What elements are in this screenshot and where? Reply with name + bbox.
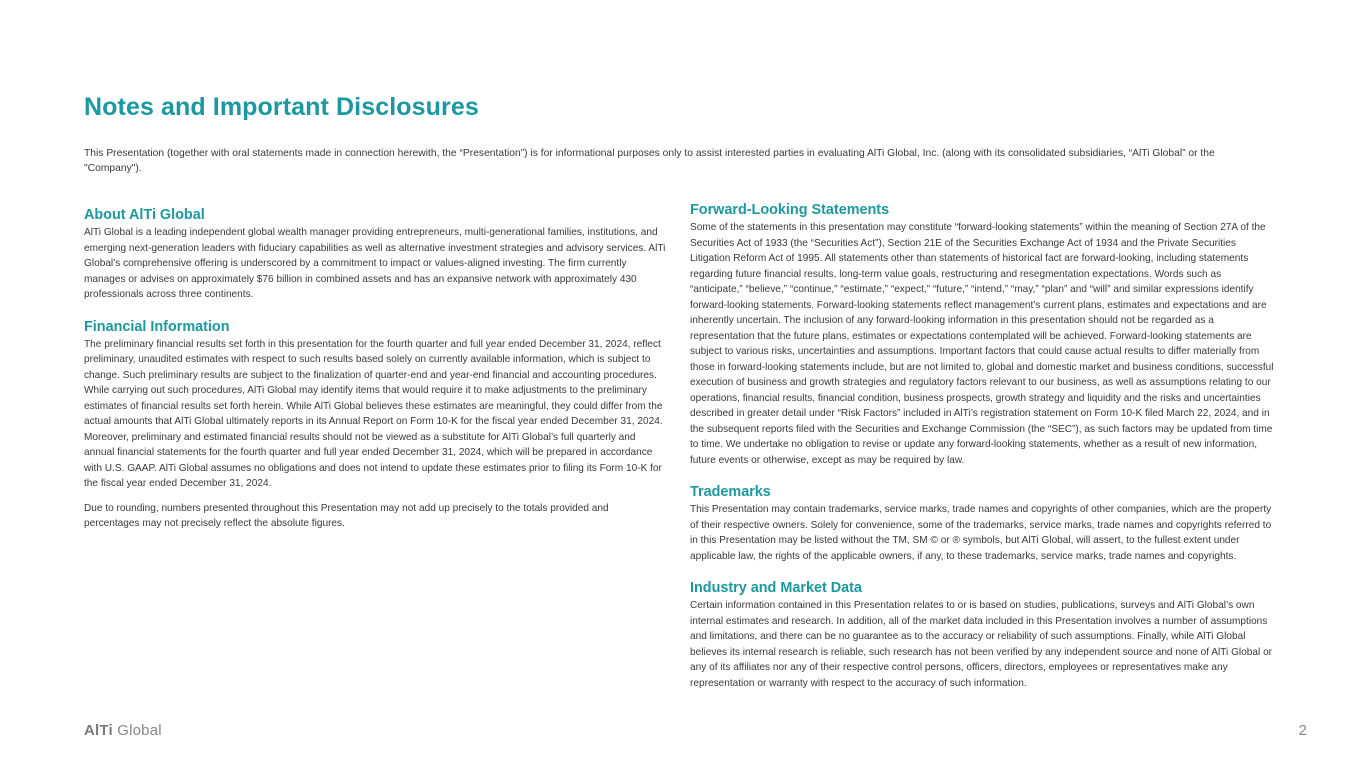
industry-section bbox=[690, 579, 1274, 691]
trademarks-section bbox=[690, 483, 1274, 564]
financial-section bbox=[84, 318, 666, 532]
trademarks-heading: Trademarks bbox=[690, 484, 771, 500]
industry-heading: Industry and Market Data bbox=[690, 580, 862, 596]
page-number: 2 bbox=[1298, 722, 1307, 739]
logo-light-text: Global bbox=[112, 722, 162, 739]
about-heading: About AlTi Global bbox=[84, 207, 205, 223]
intro-paragraph: This Presentation (together with oral statements made in connection herewith, the “Presentation”) is for informational purposes only to assist interested parties in evaluating AlTi Global, Inc. (along with its consolidated subsidiaries, “AlTi Global” or the "Company"). bbox=[84, 148, 1215, 174]
industry-body: Certain information contained in this Presentation relates to or is based on studies, publications, surveys and AlTi Global’s own internal estimates and research. In addition, all of the market data included in this Presentation involves a number of assumptions and limitations, and there can be no guarantee as to the accuracy or reliability of such assumptions. Finally, while AlTi Global believes its internal research is reliable, such research has not been verified by any independent source and none of AlTi Global or any of its affiliates nor any of their respective control persons, officers, directors, employees or representatives make any representation or warranty with respect to the accuracy of such information. bbox=[690, 600, 1273, 689]
financial-body-1: The preliminary financial results set forth in this presentation for the fourth quarter and full year ended December 31, 2024, reflect preliminary, unaudited estimates with respect to such results based solely on currently available information, which is subject to change. Such preliminary results are subject to the finalization of quarter-end and year-end financial and accounting procedures. While carrying out such procedures, AlTi Global may identify items that would require it to make adjustments to the preliminary estimates of financial results set forth herein. While AlTi Global believes these estimates are meaningful, they could differ from the actual amounts that AlTi Global ultimately reports in its Annual Report on Form 10-K for the fiscal year ended December 31, 2024. Moreover, preliminary and estimated financial results should not be viewed as a substitute for AlTi Global’s full quarterly and annual financial statements for the fourth quarter and full year ended December 31, 2024, which will be prepared in accordance with U.S. GAAP. AlTi Global assumes no obligations and does not intend to update these estimates prior to filing its Form 10-K for the fiscal year ended December 31, 2024. bbox=[84, 338, 663, 489]
left-column bbox=[84, 206, 666, 547]
financial-heading: Financial Information bbox=[84, 318, 230, 335]
forward-looking-section bbox=[690, 201, 1274, 468]
about-section bbox=[84, 206, 666, 303]
forward-looking-heading: Forward-Looking Statements bbox=[690, 202, 890, 218]
right-column bbox=[690, 201, 1274, 706]
about-body: AlTi Global is a leading independent global wealth manager providing entrepreneurs, multi-generational families, institutions, and emerging next-generation leaders with fiduciary capabilities as well as alternative investment strategies and advisory services. AlTi Global’s comprehensive offering is underscored by a commitment to impact or values-aligned investing. The firm currently manages or advises on approximately $76 billion in combined assets and has an expansive network with approximately 430 professionals across three continents. bbox=[84, 227, 666, 300]
financial-body-2: Due to rounding, numbers presented throughout this Presentation may not add up precisely to the totals provided and percentages may not precisely reflect the absolute figures. bbox=[84, 502, 609, 529]
page-title: Notes and Important Disclosures bbox=[84, 93, 479, 121]
logo-strong-text: AlTi bbox=[84, 722, 113, 739]
company-logo bbox=[84, 722, 162, 739]
trademarks-body: This Presentation may contain trademarks, service marks, trade names and copyrights of other companies, which are the property of their respective owners. Solely for convenience, some of the trademarks, service marks, trade names and copyrights referred to in this Presentation may be listed without the TM, SM © or ® symbols, but AlTi Global, will assert, to the fullest extent under applicable law, the rights of the applicable owners, if any, to these trademarks, service marks, trade names and copyrights. bbox=[690, 504, 1272, 562]
forward-looking-body: Some of the statements in this presentation may constitute “forward-looking statements” within the meaning of Section 27A of the Securities Act of 1933 (the “Securities Act”), Section 21E of the Securities Exchange Act of 1934 and the Private Securities Litigation Reform Act of 1995. All statements other than statements of historical fact are forward-looking, including statements regarding future financial results, long-term value goals, restructuring and resegmentation expectations. Words such as “anticipate,” “believe,” “continue,” “estimate,” “expect,” “future,” “intend,” “may,” “plan” and “will” and similar expressions identify forward-looking statements. Forward-looking statements reflect management’s current plans, estimates and expectations and are inherently uncertain. The inclusion of any forward-looking information in this presentation should not be regarded as a representation that the future plans, estimates or expectations contemplated will be achieved. Forward-looking statements are subject to various risks, uncertainties and assumptions. Important factors that could cause actual results to differ materially from those in forward-looking statements include, but are not limited to, global and domestic market and business conditions, successful execution of business and growth strategies and regulatory factors relevant to our business, as well as assumptions relating to our operations, financial results, financial condition, business prospects, growth strategy and liquidity and the risks and uncertainties described in greater detail under “Risk Factors” included in AlTi’s registration statement on Form 10-K filed March 22, 2024, and in the subsequent reports filed with the Securities and Exchange Commission (the “SEC”), as such factors may be updated from time to time. We undertake no obligation to revise or update any forward-looking statements, whether as a result of new information, future events or otherwise, except as may be required by law. bbox=[690, 222, 1274, 466]
